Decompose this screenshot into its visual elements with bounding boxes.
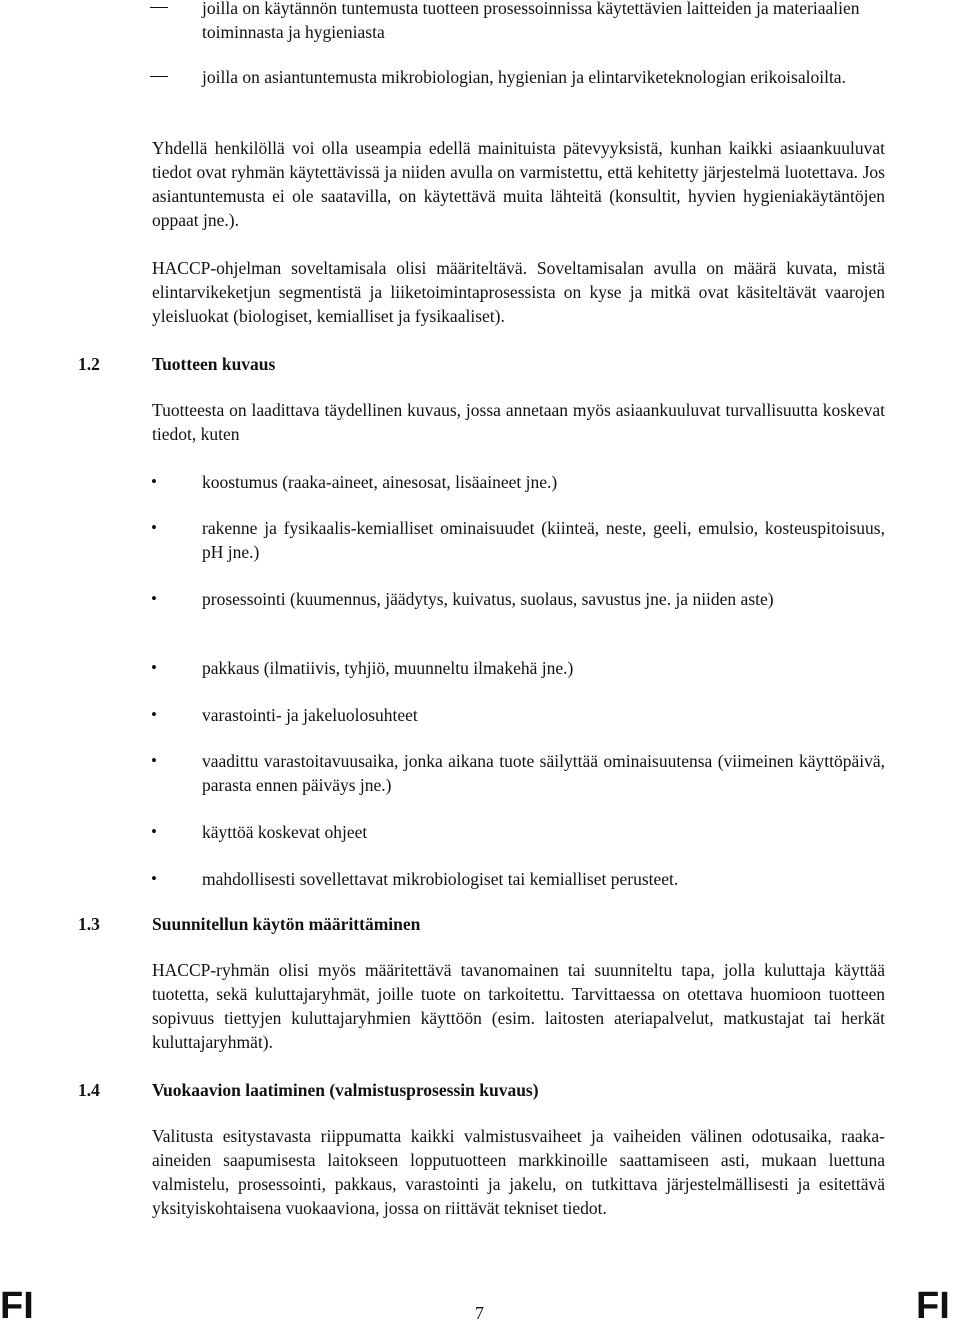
section-number: 1.4 bbox=[78, 1080, 100, 1100]
list-item-text: varastointi- ja jakeluolosuhteet bbox=[202, 705, 418, 725]
bullet-marker: • bbox=[151, 589, 157, 608]
bullet-marker: • bbox=[151, 472, 157, 491]
section-title: Suunnitellun käytön määrittäminen bbox=[152, 914, 421, 934]
list-item-text: joilla on asiantuntemusta mikrobiologian, hygienian ja elintarviketeknologian erikoisaloilta. bbox=[202, 67, 846, 87]
footer-language-code-right: FI bbox=[916, 1285, 950, 1327]
list-item-text: vaadittu varastoitavuusaika, jonka aikana tuote säilyttää ominaisuutensa (viimeinen käyttöpäivä, parasta ennen päiväys jne.) bbox=[202, 751, 885, 795]
bullet-marker: • bbox=[151, 869, 157, 888]
page-number: 7 bbox=[475, 1303, 484, 1323]
list-item-text: prosessointi (kuumennus, jäädytys, kuivatus, suolaus, savustus jne. ja niiden aste) bbox=[202, 589, 774, 609]
section-1-3-text: HACCP-ryhmän olisi myös määritettävä tavanomainen tai suunniteltu tapa, jolla kuluttaja käyttää tuotetta, sekä kuluttajaryhmät, joille tuote on tarkoitettu. Tarvittaessa on otettava huomioon tuotteen sopivuus tiettyjen kuluttajaryhmien käyttöön (esim. laitosten ateriapalvelut, matkustajat tai herkät kuluttajaryhmät). bbox=[152, 960, 885, 1052]
bullet-marker: • bbox=[151, 658, 157, 677]
section-title: Vuokaavion laatiminen (valmistusprosessin kuvaus) bbox=[152, 1080, 539, 1100]
bullet-marker: • bbox=[151, 705, 157, 724]
section-1-2-intro: Tuotteesta on laadittava täydellinen kuvaus, jossa annetaan myös asiaankuuluvat turvallisuutta koskevat tiedot, kuten bbox=[152, 400, 885, 444]
footer-language-code-left: FI bbox=[0, 1285, 34, 1327]
list-item-text: pakkaus (ilmatiivis, tyhjiö, muunneltu ilmakehä jne.) bbox=[202, 658, 574, 678]
section-number: 1.3 bbox=[78, 914, 100, 934]
dash-marker bbox=[150, 76, 168, 77]
list-item-text: rakenne ja fysikaalis-kemialliset ominaisuudet (kiinteä, neste, geeli, emulsio, kosteuspitoisuus, pH jne.) bbox=[202, 518, 885, 562]
section-number: 1.2 bbox=[78, 354, 100, 374]
list-item-text: käyttöä koskevat ohjeet bbox=[202, 822, 368, 842]
list-item-text: koostumus (raaka-aineet, ainesosat, lisäaineet jne.) bbox=[202, 472, 558, 492]
bullet-marker: • bbox=[151, 822, 157, 841]
dash-marker bbox=[150, 7, 168, 8]
bullet-marker: • bbox=[151, 751, 157, 770]
section-title: Tuotteen kuvaus bbox=[152, 354, 276, 374]
section-1-4-text: Valitusta esitystavasta riippumatta kaikki valmistusvaiheet ja vaiheiden välinen odotusaika, raaka-aineiden saapumisesta laitokseen lopputuotteen markkinoille saattamiseen asti, mukaan luettuna valmistelu, prosessointi, pakkaus, varastointi ja jakelu, on tutkittava järjestelmällisesti ja esitettävä yksityiskohtaisena vuokaaviona, jossa on riittävät tekniset tiedot. bbox=[152, 1126, 885, 1218]
list-item-text: mahdollisesti sovellettavat mikrobiologiset tai kemialliset perusteet. bbox=[202, 869, 679, 889]
list-item-text: joilla on käytännön tuntemusta tuotteen prosessoinnissa käytettävien laitteiden ja materiaalien toiminnasta ja hygieniasta bbox=[202, 0, 860, 42]
bullet-marker: • bbox=[151, 518, 157, 537]
paragraph-scope: HACCP-ohjelman soveltamisala olisi määriteltävä. Soveltamisalan avulla on määrä kuvata, mistä elintarvikeketjun segmentistä ja liiketoimintaprosessista on kyse ja mitkä ovat käsiteltävät vaarojen yleisluokat (biologiset, kemialliset ja fysikaaliset). bbox=[152, 258, 885, 326]
paragraph-competence: Yhdellä henkilöllä voi olla useampia edellä mainituista pätevyyksistä, kunhan kaikki asiaankuuluvat tiedot ovat ryhmän käytettävissä ja niiden avulla on varmistettu, että kehitetty järjestelmä luotettava. Jos asiantuntemusta ei ole saatavilla, on käytettävä muita lähteitä (konsultit, hyvien hygieniakäytäntöjen oppaat jne.). bbox=[152, 138, 885, 230]
